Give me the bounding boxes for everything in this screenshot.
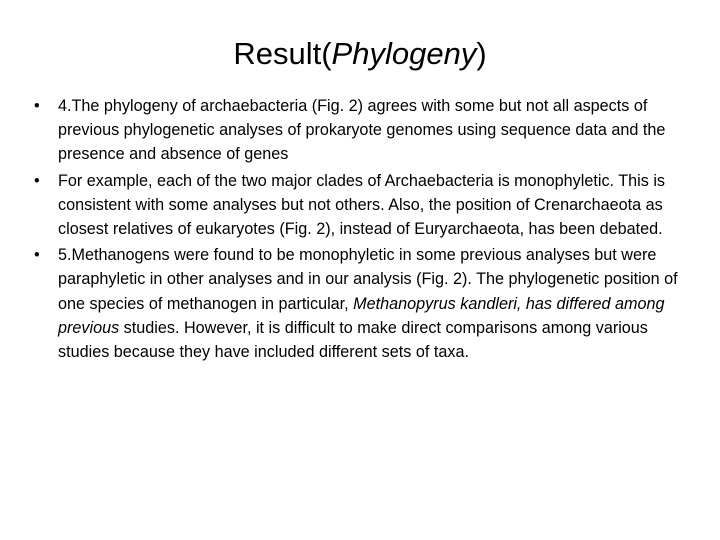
bullet-dot-icon: • bbox=[34, 97, 40, 115]
bullet-item-1 bbox=[34, 94, 696, 167]
bullet-text-3-italic: Methanopyrus kandleri, has differed among previous bbox=[58, 294, 665, 337]
bullet-item-3 bbox=[34, 243, 696, 364]
title-suffix: ) bbox=[476, 36, 487, 71]
title-italic: Phylogeny bbox=[331, 36, 477, 71]
bullet-list bbox=[34, 94, 696, 366]
bullet-dot-icon: • bbox=[34, 171, 40, 190]
bullet-text-2: For example, each of the two major clades of Archaebacteria is monophyletic. This is consistent with some analyses but not others. Also, the position of Crenarchaeota as closest relatives of eukaryotes (Fig. 2), instead of Euryarchaeota, has been debated. bbox=[58, 171, 666, 239]
slide-title bbox=[0, 32, 720, 76]
bullet-text-1: 4.The phylogeny of archaebacteria (Fig. 2) agrees with some but not all aspects of previous phylogenetic analyses of prokaryote genomes using sequence data and the presence and absence of genes bbox=[58, 97, 666, 164]
bullet-text-3a: 5.Methanogens were found to be monophyletic in some previous analyses but were paraphyletic in other analyses and in our analysis (Fig. 2). The phylogenetic position of one species of methanogen in particular, bbox=[58, 246, 678, 313]
bullet-dot-icon: • bbox=[34, 246, 40, 265]
bullet-item-2 bbox=[34, 169, 696, 242]
title-prefix: Result( bbox=[233, 36, 332, 71]
bullet-text-3b: studies. However, it is difficult to make direct comparisons among various studies because they have included different sets of taxa. bbox=[58, 318, 648, 362]
